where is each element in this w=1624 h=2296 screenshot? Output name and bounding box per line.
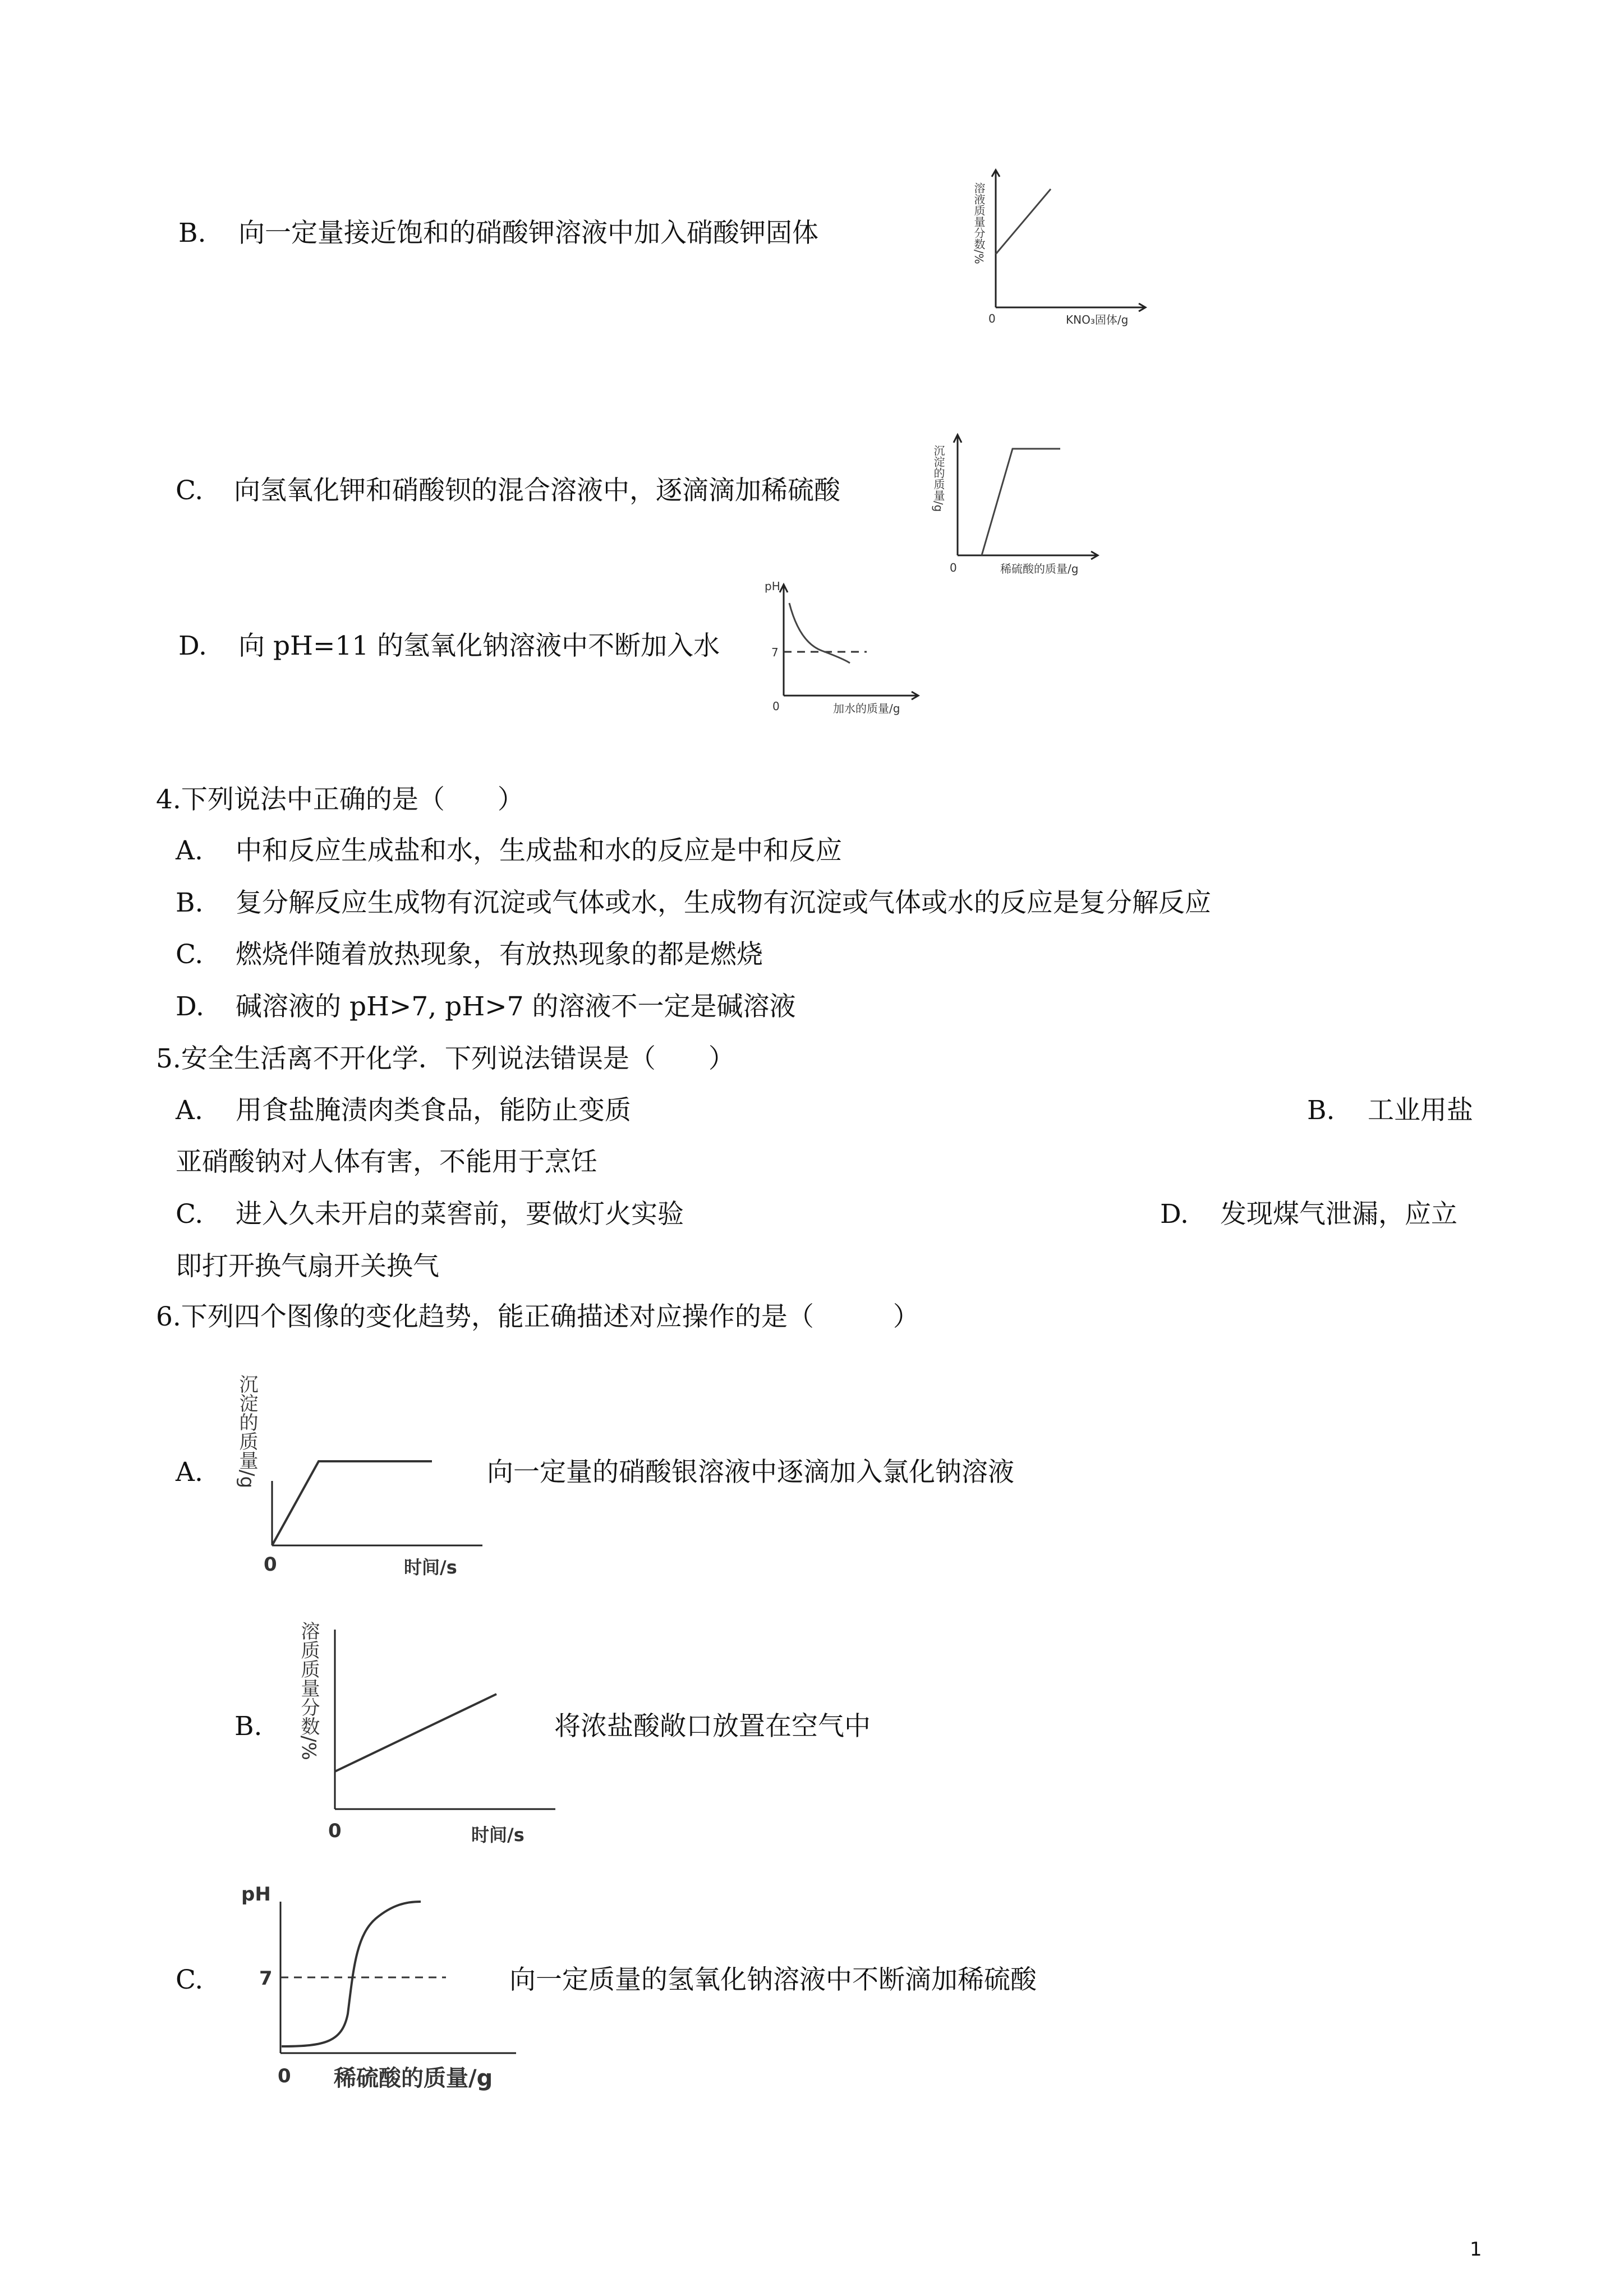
q3d-ref-7-label: 7: [771, 646, 779, 659]
q6a-y-axis-label: 沉淀的质量/g: [236, 1374, 258, 1489]
q4-option-b-label: B.: [176, 887, 204, 918]
q4-option-c-label: C.: [176, 939, 204, 970]
q6-option-c-text: 向一定质量的氢氧化钠溶液中不断滴加稀硫酸: [509, 1964, 1037, 1995]
q6-option-c-label: C.: [176, 1964, 204, 1995]
q3-option-b-text: 向一定量接近饱和的硝酸钾溶液中加入硝酸钾固体: [238, 218, 818, 249]
q5-option-b-text: 工业用盐: [1368, 1095, 1473, 1126]
q5-option-c-text: 进入久未开启的菜窖前，要做灯火实验: [236, 1199, 684, 1230]
q6c-ref-7-label: 7: [259, 1967, 273, 1990]
q3b-origin-label: 0: [988, 312, 996, 325]
q3-option-d-graph: [760, 578, 940, 718]
q6-option-b-graph: [297, 1616, 578, 1851]
q3c-y-axis-label: 沉淀的质量/g: [932, 445, 945, 512]
q5-option-d-text: 发现煤气泄漏，应立: [1220, 1199, 1457, 1230]
q3-option-b-graph: [972, 160, 1156, 334]
q6-option-c-graph: [236, 1874, 527, 2109]
q4-option-d-text: 碱溶液的 pH>7, pH>7 的溶液不一定是碱溶液: [236, 991, 796, 1022]
q6b-origin-label: 0: [328, 1820, 342, 1842]
q3c-origin-label: 0: [950, 561, 957, 574]
q6b-y-axis-label: 溶质质量分数/%: [297, 1621, 320, 1760]
q4-stem: 4.下列说法中正确的是（ ）: [156, 784, 524, 815]
q3d-y-axis-label: pH: [765, 579, 780, 593]
q6-option-a-label: A.: [176, 1457, 203, 1488]
q4-option-a-label: A.: [176, 835, 203, 866]
q3-option-d-label: D.: [178, 631, 207, 661]
q5-option-b-continued: 亚硝酸钠对人体有害，不能用于烹饪: [176, 1147, 597, 1177]
q6-option-a-graph: [236, 1358, 494, 1582]
q3-option-c-label: C.: [176, 475, 204, 506]
q4-option-b-text: 复分解反应生成物有沉淀或气体或水，生成物有沉淀或气体或水的反应是复分解反应: [236, 887, 1211, 918]
q5-option-d-label: D.: [1160, 1199, 1189, 1230]
q5-option-b-label: B.: [1307, 1095, 1335, 1126]
q3b-y-axis-label: 溶液质量分数/%: [972, 182, 986, 264]
q3b-x-axis-label: KNO₃固体/g: [1066, 313, 1129, 326]
q6-option-b-text: 将浓盐酸敞口放置在空气中: [554, 1711, 871, 1742]
q4-option-a-text: 中和反应生成盐和水，生成盐和水的反应是中和反应: [236, 835, 842, 866]
q3d-x-axis-label: 加水的质量/g: [833, 702, 900, 715]
q6c-y-axis-label: pH: [241, 1883, 271, 1906]
q5-option-a-text: 用食盐腌渍肉类食品，能防止变质: [236, 1095, 631, 1126]
q6-option-a-text: 向一定量的硝酸银溶液中逐滴加入氯化钠溶液: [487, 1457, 1014, 1488]
q4-option-c-text: 燃烧伴随着放热现象，有放热现象的都是燃烧: [236, 939, 763, 970]
q5-option-d-continued: 即打开换气扇开关换气: [176, 1251, 439, 1282]
q3c-x-axis-label: 稀硫酸的质量/g: [1000, 562, 1079, 576]
q3-option-d-text: 向 pH=11 的氢氧化钠溶液中不断加入水: [238, 631, 720, 661]
q3d-origin-label: 0: [772, 700, 780, 713]
q5-option-c-label: C.: [176, 1199, 204, 1230]
q6-stem: 6.下列四个图像的变化趋势，能正确描述对应操作的是（ ）: [156, 1301, 919, 1332]
q4-option-d-label: D.: [176, 991, 204, 1022]
q5-stem: 5.安全生活离不开化学．下列说法错误是（ ）: [156, 1043, 735, 1074]
q6c-x-axis-label: 稀硫酸的质量/g: [334, 2065, 493, 2091]
q5-option-a-label: A.: [176, 1095, 203, 1126]
q6b-x-axis-label: 时间/s: [471, 1824, 525, 1846]
q6c-origin-label: 0: [278, 2065, 291, 2087]
page-number: 1: [1470, 2238, 1482, 2261]
q3-option-c-text: 向氢氧化钾和硝酸钡的混合溶液中，逐滴滴加稀硫酸: [234, 475, 840, 506]
q3-option-c-graph: [934, 429, 1114, 581]
q6a-origin-label: 0: [264, 1553, 277, 1576]
q6-option-b-label: B.: [234, 1711, 263, 1742]
q6a-x-axis-label: 时间/s: [404, 1557, 457, 1578]
q3-option-b-label: B.: [178, 218, 206, 249]
